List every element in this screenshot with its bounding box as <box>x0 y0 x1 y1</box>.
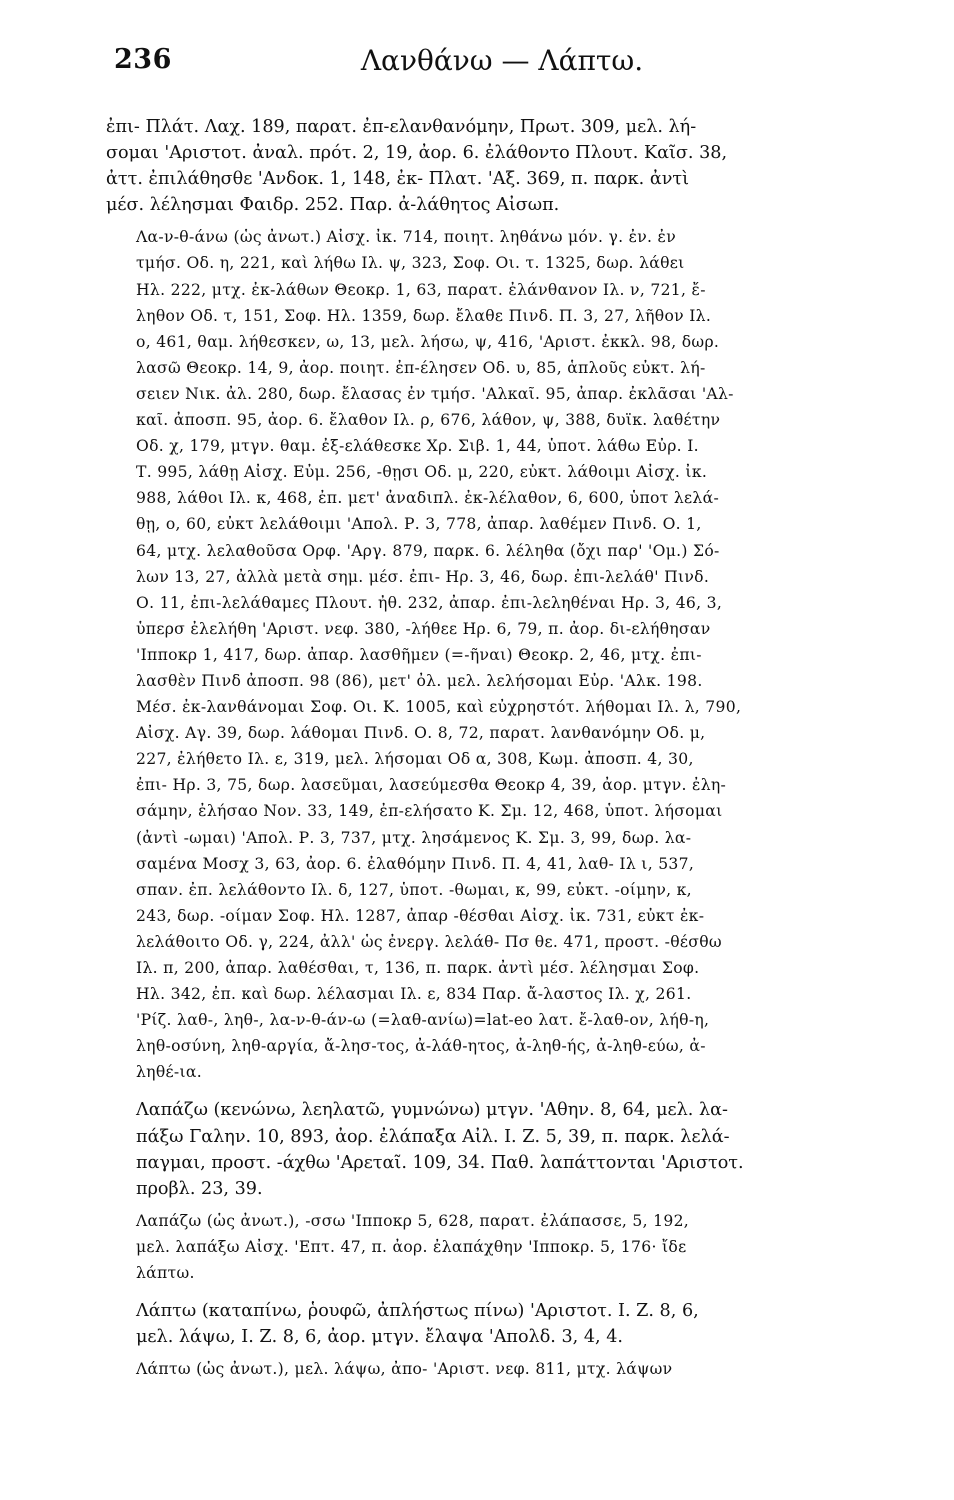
text-line: Ηλ. 342, ἐπ. καὶ δωρ. λέλασμαι Ιλ. ε, 834 Παρ. ἄ-λαστος Ιλ. χ, 261. <box>136 985 692 1004</box>
text-line: σάμην, ἐλήσαο Νον. 33, 149, ἐπ-ελήσατο Κ. Σμ. 12, 468, ὑποτ. λήσομαι <box>136 802 723 821</box>
entry-continuation-paragraph <box>106 114 898 218</box>
text-line: Λάπτω (ὡς ἀνωτ.), μελ. λάψω, ἀπο- 'Αριστ. νεφ. 811, μτχ. λάψων <box>136 1360 673 1379</box>
text-line: σειεν Νικ. ἀλ. 280, δωρ. ἔλασας ἐν τμήσ. 'Αλκαῖ. 95, ἀπαρ. ἐκλᾶσαι 'Αλ- <box>136 384 734 403</box>
text-line: Οδ. χ, 179, μτγν. θαμ. ἐξ-ελάθεσκε Χρ. Σιβ. 1, 44, ὑποτ. λάθω Εὐρ. Ι. <box>136 437 699 456</box>
text-line: σπαν. ἐπ. λελάθοντο Ιλ. δ, 127, ὑποτ. -θωμαι, κ, 99, εὐκτ. -οίμην, κ, <box>136 880 692 899</box>
text-line: 'Ιπποκρ 1, 417, δωρ. ἀπαρ. λασθῆμεν (=-ῆναι) Θεοκρ. 2, 46, μτχ. ἐπι- <box>136 645 702 664</box>
text-line: Λαπάζω (ὡς ἀνωτ.), -σσω 'Ιπποκρ 5, 628, παρατ. ἐλάπασσε, 5, 192, <box>136 1211 690 1230</box>
text-line: σομαι 'Αριστοτ. ἀναλ. πρότ. 2, 19, ἀορ. 6. ἐλάθοντο Πλουτ. Καῖσ. 38, <box>106 143 728 164</box>
text-line: παγμαι, προστ. -άχθω 'Αρεταῖ. 109, 34. Παθ. λαπάττονται 'Αριστοτ. <box>136 1152 744 1173</box>
text-line: Λαπάζω (κενώνω, λεηλατῶ, γυμνώνω) μτγν. 'Αθην. 8, 64, μελ. λα- <box>136 1100 728 1121</box>
text-line: ἐπι- Ηρ. 3, 75, δωρ. λασεῦμαι, λασεύμεσθα Θεοκρ 4, 39, ἀορ. μτγν. ἐλη- <box>136 776 727 795</box>
text-line: 64, μτχ. λελαθοῦσα Ορφ. 'Αργ. 879, παρκ. 6. λέληθα (ὄχι παρ' 'Ομ.) Σό- <box>136 541 720 560</box>
text-line: ληθ-οσύνη, ληθ-αργία, ἄ-λησ-τος, ἀ-λάθ-ητος, ἀ-ληθ-ής, ἀ-ληθ-εύω, ἀ- <box>136 1037 706 1056</box>
text-line: Τ. 995, λάθῃ Αἰσχ. Εὐμ. 256, -θῃσι Οδ. μ, 220, εὐκτ. λάθοιμι Αἰσχ. ἰκ. <box>136 463 708 482</box>
text-line: λάπτω. <box>136 1264 195 1283</box>
text-line: λασθὲν Πινδ ἀποσπ. 98 (86), μετ' ὀλ. μελ. λελήσομαι Εὐρ. 'Αλκ. 198. <box>136 671 703 690</box>
entry-lanthano-paragraph <box>106 224 898 1085</box>
text-line: Ιλ. π, 200, ἀπαρ. λαθέσθαι, τ, 136, π. παρκ. ἀντὶ μέσ. λέλησμαι Σοφ. <box>136 959 700 977</box>
text-line: 243, δωρ. -οίμαν Σοφ. Ηλ. 1287, ἀπαρ -θέσθαι Αἰσχ. ἰκ. 731, εὐκτ ἐκ- <box>136 906 705 925</box>
text-line: ληθον Οδ. τ, 151, Σοφ. Ηλ. 1359, δωρ. ἔλαθε Πινδ. Π. 3, 27, λῆθον Ιλ. <box>136 306 712 325</box>
running-head: Λανθάνω — Λάπτω. <box>360 44 644 77</box>
page-header <box>106 36 898 96</box>
text-line: ἐπι- Πλάτ. Λαχ. 189, παρατ. ἐπ-ελανθανόμην, Πρωτ. 309, μελ. λή- <box>106 117 697 137</box>
text-line: 988, λάθοι Ιλ. κ, 468, ἐπ. μετ' ἀναδιπλ. ἐκ-λέλαθον, 6, 600, ὑποτ λελά- <box>136 489 720 508</box>
text-line: λων 13, 27, ἀλλὰ μετὰ σημ. μέσ. ἐπι- Ηρ. 3, 46, δωρ. ἐπι-λελάθ' Πινδ. <box>136 567 710 586</box>
text-line: ἀττ. ἐπιλάθησθε 'Ανδοκ. 1, 148, ἐκ- Πλατ. 'Αξ. 369, π. παρκ. ἀντὶ <box>106 169 690 190</box>
text-line: ληθέ-ια. <box>136 1063 202 1082</box>
text-line: λελάθοιτο Οδ. γ, 224, ἀλλ' ὡς ἐνεργ. λελάθ- Πσ θε. 471, προστ. -θέσθω <box>136 932 722 951</box>
entry-lapto-paragraph <box>106 1298 898 1350</box>
text-line: θῃ, ο, 60, εὐκτ λελάθοιμι 'Απολ. Ρ. 3, 778, ἀπαρ. λαθέμεν Πινδ. Ο. 1, <box>136 515 702 534</box>
text-line: 227, ἐλήθετο Ιλ. ε, 319, μελ. λήσομαι Οδ α, 308, Κωμ. ἀποσπ. 4, 30, <box>136 750 694 769</box>
body-text <box>106 114 898 1382</box>
text-line: Αἰσχ. Αγ. 39, δωρ. λάθομαι Πινδ. Ο. 8, 72, παρατ. λανθανόμην Οδ. μ, <box>136 724 706 743</box>
text-line: τμήσ. Οδ. η, 221, καὶ λήθω Ιλ. ψ, 323, Σοφ. Οι. τ. 1325, δωρ. λάθει <box>136 254 685 273</box>
text-line: Ο. 11, ἐπι-λελάθαμες Πλουτ. ἠθ. 232, ἀπαρ. ἐπι-λεληθέναι Ηρ. 3, 46, 3, <box>136 593 723 612</box>
text-line: (ἀντὶ -ωμαι) 'Απολ. Ρ. 3, 737, μτχ. λησάμενος Κ. Σμ. 3, 99, δωρ. λα- <box>136 828 692 847</box>
text-line: μέσ. λέλησμαι Φαιδρ. 252. Παρ. ἀ-λάθητος Αἰσωπ. <box>106 195 560 216</box>
text-line: σαμένα Μοσχ 3, 63, ἀορ. 6. ἐλαθόμην Πινδ. Π. 4, 41, λαθ- Ιλ ι, 537, <box>136 854 695 873</box>
text-line: πάξω Γαλην. 10, 893, ἀορ. ἐλάπαξα Αἰλ. Ι. Ζ. 5, 39, π. παρκ. λελά- <box>136 1126 730 1147</box>
page-number: 236 <box>114 44 172 75</box>
text-line: προβλ. 23, 39. <box>136 1178 263 1199</box>
entry-lapazo-forms-paragraph <box>106 1208 898 1286</box>
text-line: Λα-ν-θ-άνω (ὡς ἀνωτ.) Αἰσχ. ἰκ. 714, ποιητ. ληθάνω μόν. γ. ἐν. ἐν <box>136 228 677 247</box>
text-line: μελ. λάψω, Ι. Ζ. 8, 6, ἀορ. μτγν. ἔλαψα 'Απολδ. 3, 4, 4. <box>136 1327 624 1348</box>
text-line: 'Ρίζ. λαθ-, ληθ-, λα-ν-θ-άν-ω (=λαθ-ανίω)=lat-eo λατ. ἔ-λαθ-ον, λήθ-η, <box>136 1011 710 1030</box>
text-line: Λάπτω (καταπίνω, ῥουφῶ, ἀπλήστως πίνω) 'Αριστοτ. Ι. Ζ. 8, 6, <box>136 1301 699 1322</box>
entry-lapto-forms-paragraph <box>106 1356 898 1382</box>
text-line: ὑπερσ ἐλελήθη 'Αριστ. νεφ. 380, -λήθεε Ηρ. 6, 79, π. ἀορ. δι-ελήθησαν <box>136 619 711 638</box>
entry-lapazo-paragraph <box>106 1097 898 1201</box>
text-line: μελ. λαπάξω Αἰσχ. 'Επτ. 47, π. ἀορ. ἐλαπάχθην 'Ιπποκρ. 5, 176· ἴδε <box>136 1237 687 1256</box>
text-line: καῖ. ἀποσπ. 95, ἀορ. 6. ἔλαθον Ιλ. ρ, 676, λάθον, ψ, 388, δυϊκ. λαθέτην <box>136 411 721 430</box>
text-line: ο, 461, θαμ. λήθεσκεν, ω, 13, μελ. λήσω, ψ, 416, 'Αριστ. ἐκκλ. 98, δωρ. <box>136 332 720 351</box>
text-line: Ηλ. 222, μτχ. ἐκ-λάθων Θεοκρ. 1, 63, παρατ. ἐλάνθανον Ιλ. ν, 721, ἔ- <box>136 280 706 299</box>
text-line: λασῶ Θεοκρ. 14, 9, ἀορ. ποιητ. ἐπ-έλησεν Οδ. υ, 85, ἁπλοῦς εὐκτ. λή- <box>136 358 706 377</box>
text-line: Μέσ. ἐκ-λανθάνομαι Σοφ. Οι. Κ. 1005, καὶ εὐχρηστότ. λήθομαι Ιλ. λ, 790, <box>136 698 742 717</box>
